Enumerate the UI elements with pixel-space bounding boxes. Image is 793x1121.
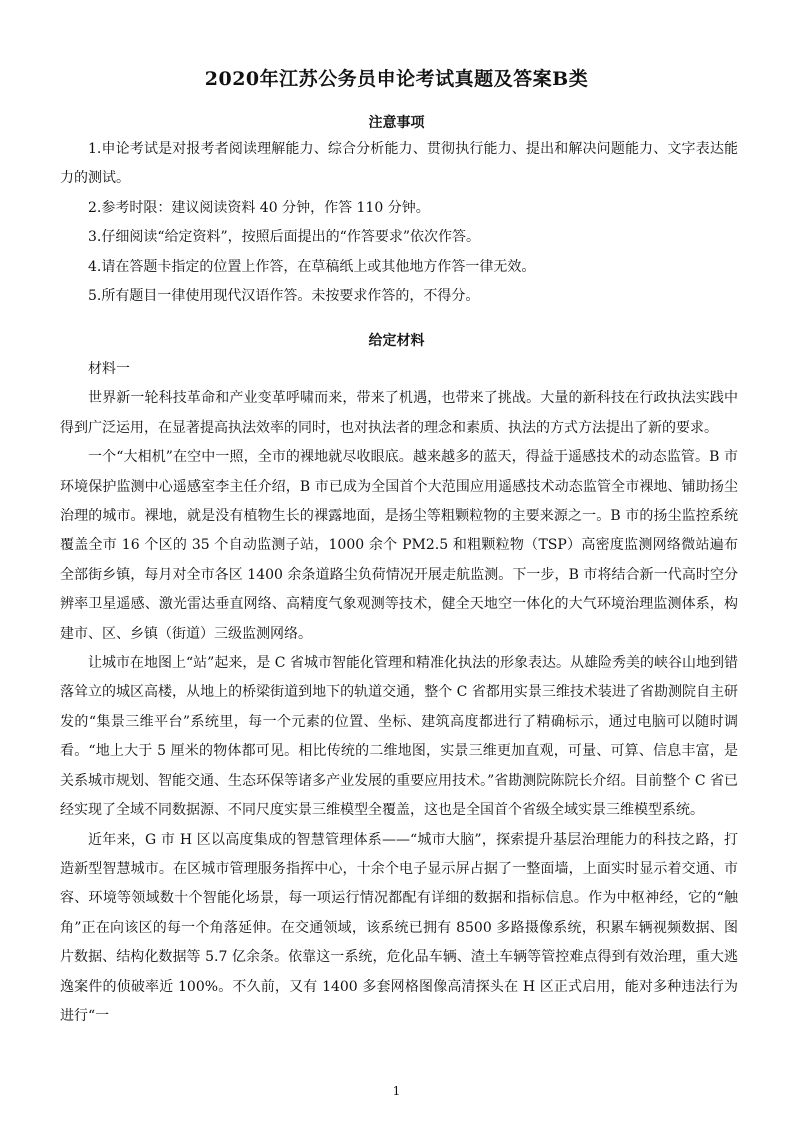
material-label: 材料一 [88, 361, 130, 377]
notice-item: 1.申论考试是对报考者阅读理解能力、综合分析能力、贯彻执行能力、提出和解决问题能力、文字表达能力的测试。 [60, 141, 738, 187]
document-title: 2020年江苏公务员申论考试真题及答案B类 [204, 68, 589, 90]
materials-heading: 给定材料 [368, 333, 425, 349]
material-paragraph: 世界新一轮科技革命和产业变革呼啸而来，带来了机遇，也带来了挑战。大量的新科技在行政执法实践中得到广泛运用，在显著提高执法效率的同时，也对执法者的理念和素质、执法的方式方法提出了新的要求。 [60, 390, 738, 436]
material-paragraph: 一个“大相机”在空中一照，全市的裸地就尽收眼底。越来越多的蓝天，得益于遥感技术的动态监管。B 市环境保护监测中心遥感室李主任介绍，B 市已成为全国首个大范围应用遥感技术动态监管全市裸地、铺助扬尘治理的城市。裸地，就是没有植物生长的裸露地面，是扬尘等粗颗粒物的主要来源之一。B 市的扬尘监控系统覆盖全市 16 个区的 35 个自动监测子站，1000 余个 PM2.5 和粗颗粒物（TSP）高密度监测网络微站遍布全部街乡镇，每月对全市各区 1400 余条道路尘负荷情况开展走航监测。下一步，B 市将结合新一代高时空分辨率卫星遥感、激光雷达垂直网络、高精度气象观测等技术，健全天地空一体化的大气环境治理监测体系，构建市、区、乡镇（街道）三级监测网络。 [60, 449, 738, 642]
notice-list [60, 135, 738, 311]
notice-item: 2.参考时限：建议阅读资料 40 分钟，作答 110 分钟。 [88, 199, 430, 216]
notice-item: 4.请在答题卡指定的位置上作答，在草稿纸上或其他地方作答一律无效。 [88, 258, 536, 275]
notice-item: 5.所有题目一律使用现代汉语作答。未按要求作答的，不得分。 [88, 288, 480, 305]
notice-item: 3.仔细阅读“给定资料”，按照后面提出的“作答要求”依次作答。 [88, 229, 480, 246]
notice-heading: 注意事项 [368, 115, 425, 131]
material-paragraph: 近年来，G 市 H 区以高度集成的智慧管理体系——“城市大脑”，探索提升基层治理能力的科技之路，打造新型智慧城市。在区城市管理服务指挥中心，十余个电子显示屏占据了一整面墙，上面实时显示着交通、市容、环境等领域数十个智能化场景，每一项运行情况都配有详细的数据和指标信息。作为中枢神经，它的“触角”正在向该区的每一个角落延伸。在交通领域，该系统已拥有 8500 多路摄像系统，积累车辆视频数据、图片数据、结构化数据等 5.7 亿余条。依靠这一系统，危化品车辆、渣土车辆等管控难点得到有效治理，重大逃逸案件的侦破率近 100%。不久前，又有 1400 多套网格图像高清探头在 H 区正式启用，能对多种违法行为进行“一 [60, 831, 738, 1024]
page-number: 1 [392, 1084, 401, 1098]
materials-body [60, 355, 738, 1031]
material-paragraph: 让城市在地图上“站”起来，是 C 省城市智能化管理和精准化执法的形象表达。从雄险秀美的峡谷山地到错落耸立的城区高楼，从地上的桥梁街道到地下的轨道交通，整个 C 省都用实景三维技术装进了省勘测院自主研发的“集景三维平台”系统里，每一个元素的位置、坐标、建筑高度都进行了精确标示，通过电脑可以随时调看。“地上大于 5 厘米的物体都可见。相比传统的二维地图，实景三维更加直观，可量、可算、信息丰富，是关系城市规划、智能交通、生态环保等诸多产业发展的重要应用技术。”省勘测院陈院长介绍。目前整个 C 省已经实现了全域不同数据源、不同尺度实景三维模型全覆盖，这也是全国首个省级全域实景三维模型系统。 [60, 655, 738, 819]
